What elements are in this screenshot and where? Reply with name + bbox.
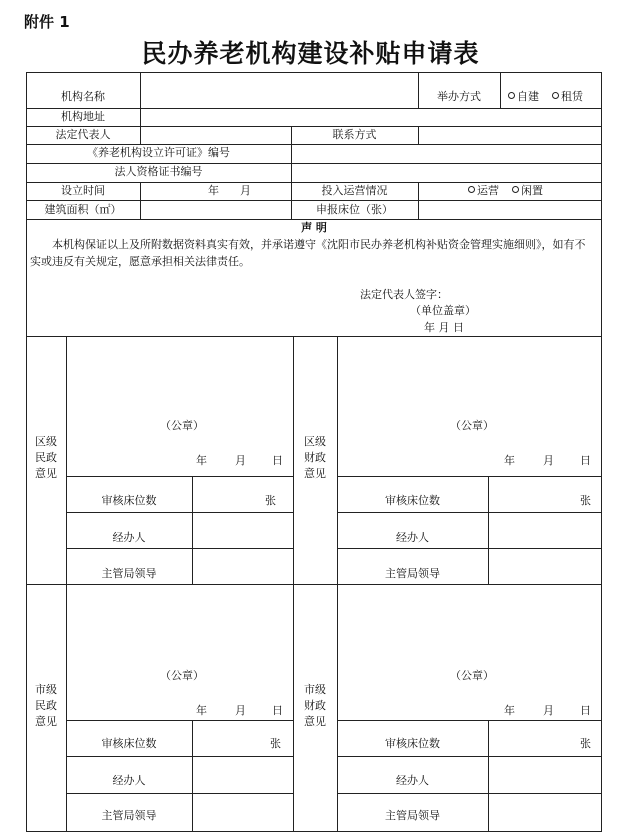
declaration-date: 年 月 日 [424,321,464,334]
table-border [26,72,602,73]
day-label: 日 [272,704,283,717]
status-option-label: 闲置 [521,184,543,197]
mode-option-self-built[interactable] [508,90,539,104]
approved-beds-label: 审核床位数 [385,737,440,750]
row-divider [26,182,602,183]
established-time-label: 设立时间 [61,184,105,197]
row-divider [337,756,602,757]
building-area-label: 建筑面积（㎡） [44,203,122,216]
institution-name-label: 机构名称 [61,90,105,103]
mode-option-label: 租赁 [561,90,583,103]
handler-label: 经办人 [396,774,429,787]
table-border [26,831,602,832]
status-option-idle[interactable] [512,184,543,198]
bureau-leader-label: 主管局领导 [101,567,157,580]
year-label: 年 [208,184,219,197]
row-divider [26,144,602,145]
row-divider [26,126,602,127]
approved-beds-label: 审核床位数 [385,494,440,507]
row-divider [337,720,602,721]
row-divider [26,219,602,220]
institution-address-label: 机构地址 [61,110,105,123]
row-divider [337,512,602,513]
row-divider [26,108,602,109]
city-civil-opinion-label: 市级 民政 意见 [35,683,57,728]
day-label: 日 [580,704,591,717]
official-seal-label: （公章） [450,669,494,682]
col-divider [192,476,193,584]
row-divider [66,512,294,513]
month-label: 月 [543,704,554,717]
district-civil-opinion-label: 区级 民政 意见 [35,435,57,480]
radio-circle-icon [512,186,519,193]
mode-option-label: 自建 [517,90,539,103]
col-divider [418,126,419,145]
approved-beds-label: 审核床位数 [101,494,157,507]
radio-circle-icon [552,92,559,99]
mode-option-leased[interactable] [552,90,583,104]
declaration-text: 本机构保证以上及所附数据资料真实有效，并承诺遵守《沈阳市民办养老机构补贴资金管理实施细则》，如有不实或违反有关规定，愿意承担相关法律责任。 [30,238,586,268]
status-option-label: 运营 [477,184,499,197]
radio-circle-icon [508,92,515,99]
row-divider [337,793,602,794]
official-seal-label: （公章） [160,419,204,432]
beds-unit-label: 张 [270,737,281,750]
beds-unit-label: 张 [580,737,591,750]
year-label: 年 [504,704,515,717]
radio-circle-icon [468,186,475,193]
declaration-title: 声 明 [301,221,327,234]
col-divider [293,336,294,832]
month-label: 月 [235,454,246,467]
month-label: 月 [240,184,251,197]
declared-beds-label: 申报床位（张） [316,203,393,216]
operation-status-label: 投入运营情况 [321,184,388,197]
row-divider [66,720,294,721]
col-divider [418,182,419,220]
application-form [26,72,602,832]
certificate-number-label: 法人资格证书编号 [114,165,203,178]
operation-mode-label: 举办方式 [437,90,481,103]
city-finance-opinion-label: 市级 财政 意见 [304,683,326,728]
official-seal-label: （公章） [450,419,494,432]
col-divider [66,336,67,832]
col-divider [192,720,193,832]
col-divider [488,720,489,832]
row-divider [66,548,294,549]
row-divider [337,548,602,549]
row-divider [26,163,602,164]
legal-representative-label: 法定代表人 [55,128,111,141]
attachment-label: 附件 1 [24,13,70,31]
approved-beds-label: 审核床位数 [101,737,157,750]
table-border [601,72,602,832]
official-seal-label: （公章） [160,669,204,682]
form-title: 民办养老机构建设补贴申请表 [141,39,480,68]
handler-label: 经办人 [112,531,146,544]
status-option-operating[interactable] [468,184,499,198]
row-divider [337,476,602,477]
day-label: 日 [272,454,283,467]
row-divider [66,756,294,757]
beds-unit-label: 张 [580,494,591,507]
row-divider [66,793,294,794]
month-label: 月 [235,704,246,717]
row-divider [26,200,602,201]
bureau-leader-label: 主管局领导 [385,567,440,580]
year-label: 年 [196,454,207,467]
month-label: 月 [543,454,554,467]
col-divider [500,72,501,109]
col-divider [140,72,141,145]
bureau-leader-label: 主管局领导 [385,809,440,822]
representative-signature-label: 法定代表人签字： [360,288,448,301]
year-label: 年 [504,454,515,467]
col-divider [140,182,141,220]
license-number-label: 《养老机构设立许可证》编号 [87,146,230,159]
col-divider [488,476,489,584]
row-divider [66,476,294,477]
row-divider [26,336,602,337]
col-divider [291,144,292,183]
row-divider [26,584,602,585]
district-finance-opinion-label: 区级 财政 意见 [304,435,326,480]
bureau-leader-label: 主管局领导 [101,809,157,822]
contact-label: 联系方式 [332,128,377,141]
day-label: 日 [580,454,591,467]
beds-unit-label: 张 [265,494,276,507]
handler-label: 经办人 [112,774,146,787]
year-label: 年 [196,704,207,717]
col-divider [337,336,338,832]
handler-label: 经办人 [396,531,429,544]
unit-seal-label: （单位盖章） [410,304,476,317]
